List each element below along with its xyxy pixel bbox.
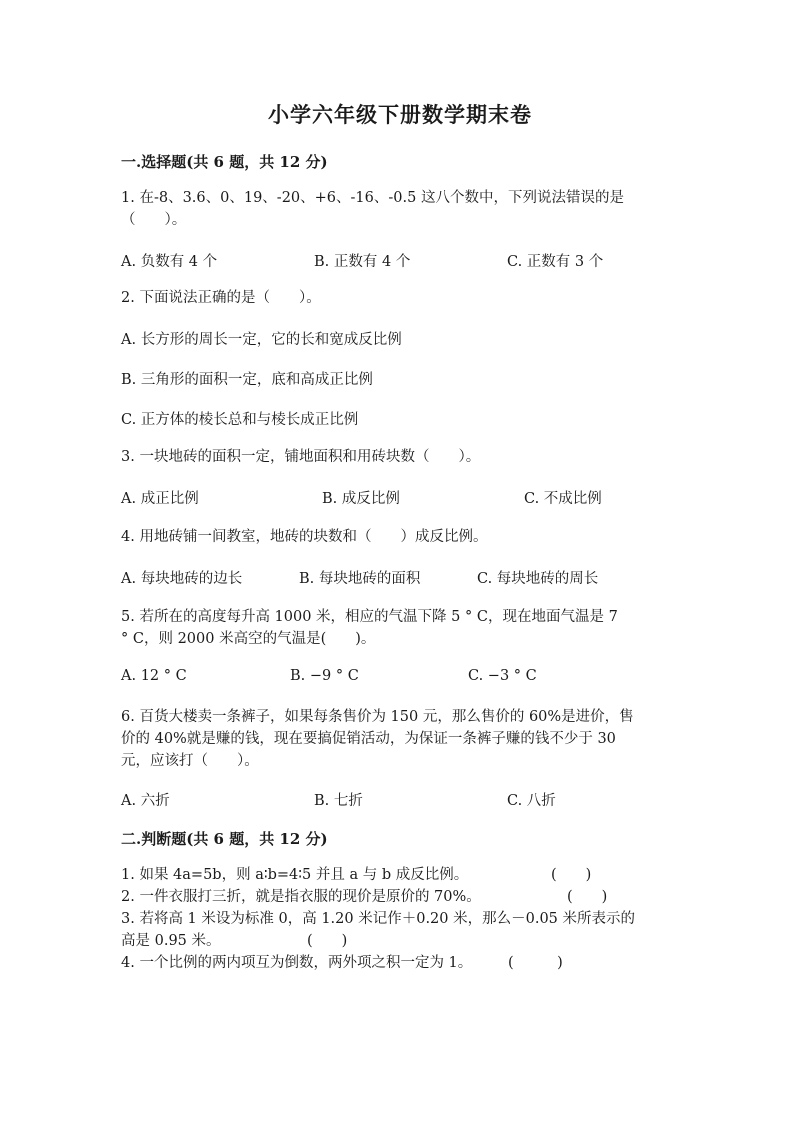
question-1-option-c: C. 正数有 3 个: [507, 254, 604, 270]
section-heading-judgement: 二.判断题(共 6 题，共 12 分): [121, 830, 328, 848]
question-1-line-2: （ ）。: [121, 212, 187, 228]
question-5-option-a: A. 12 ° C: [121, 668, 187, 684]
judgement-3-text: 3. 若将高 1 米设为标准 0，高 1.20 米记作＋0.20 米，那么－0.05 米所表示的: [121, 911, 636, 927]
question-5-option-b: B. −9 ° C: [290, 668, 359, 684]
question-5-line-1: 5. 若所在的高度每升高 1000 米，相应的气温下降 5 ° C，现在地面气温是 7: [121, 609, 618, 625]
judgement-1-blank: ( ): [551, 867, 592, 883]
question-1-line-1: 1. 在-8、3.6、0、19、-20、+6、-16、-0.5 这八个数中，下列说法错误的是: [121, 190, 624, 206]
section-heading-choice: 一.选择题(共 6 题，共 12 分): [121, 153, 328, 171]
question-2-line-1: 2. 下面说法正确的是（ ）。: [121, 290, 321, 306]
question-2-option-b: B. 三角形的面积一定，底和高成正比例: [121, 372, 373, 388]
judgement-3-text-cont: 高是 0.95 米。: [121, 933, 221, 949]
question-4-option-a: A. 每块地砖的边长: [121, 571, 243, 587]
judgement-2-text: 2. 一件衣服打三折，就是指衣服的现价是原价的 70%。: [121, 889, 481, 905]
question-3-line-1: 3. 一块地砖的面积一定，铺地面积和用砖块数（ ）。: [121, 449, 481, 465]
judgement-4-blank: ( ): [508, 955, 563, 971]
question-6-line-2: 价的 40%就是赚的钱，现在要搞促销活动，为保证一条裤子赚的钱不少于 30: [121, 731, 616, 747]
question-3-option-a: A. 成正比例: [121, 491, 199, 507]
judgement-2-blank: ( ): [567, 889, 608, 905]
question-5-option-c: C. −3 ° C: [468, 668, 537, 684]
judgement-3-blank: ( ): [307, 933, 348, 949]
question-1-option-a: A. 负数有 4 个: [121, 254, 218, 270]
question-4-option-c: C. 每块地砖的周长: [477, 571, 599, 587]
page-title: 小学六年级下册数学期末卷: [268, 102, 532, 127]
question-6-line-3: 元，应该打（ ）。: [121, 753, 259, 769]
judgement-1-text: 1. 如果 4a=5b，则 a∶b=4∶5 并且 a 与 b 成反比例。: [121, 867, 469, 883]
question-6-option-c: C. 八折: [507, 793, 556, 809]
question-6-line-1: 6. 百货大楼卖一条裤子，如果每条售价为 150 元，那么售价的 60%是进价，售: [121, 709, 634, 725]
question-6-option-a: A. 六折: [121, 793, 170, 809]
question-4-line-1: 4. 用地砖铺一间教室，地砖的块数和（ ）成反比例。: [121, 529, 488, 545]
question-5-line-2: ° C，则 2000 米高空的气温是( )。: [121, 631, 376, 647]
question-2-option-c: C. 正方体的棱长总和与棱长成正比例: [121, 412, 359, 428]
question-3-option-b: B. 成反比例: [322, 491, 400, 507]
question-2-option-a: A. 长方形的周长一定，它的长和宽成反比例: [121, 332, 402, 348]
question-4-option-b: B. 每块地砖的面积: [299, 571, 421, 587]
question-6-option-b: B. 七折: [314, 793, 363, 809]
question-3-option-c: C. 不成比例: [524, 491, 602, 507]
judgement-4-text: 4. 一个比例的两内项互为倒数，两外项之积一定为 1。: [121, 955, 473, 971]
question-1-option-b: B. 正数有 4 个: [314, 254, 411, 270]
